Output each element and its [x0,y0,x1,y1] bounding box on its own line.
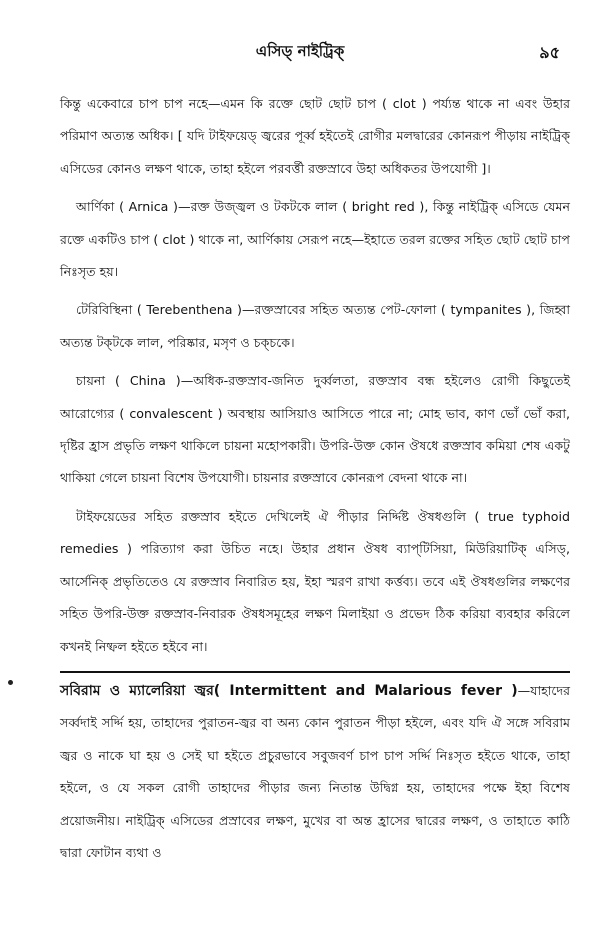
section-heading: সবিরাম ও ম্যালেরিয়া জ্বর [60,682,214,699]
section-body-text: —যাহাদের সর্ব্বদাই সর্দ্দি হয়, তাহাদের পুরাতন-জ্বর বা অন্য কোন পুরাতন পীড়া হইলে, এবং যদি ঐ সঙ্গে সবিরাম জ্বর ও নাকে ঘা হয় ও সেই ঘা হইতে প্রচুরভাবে সবুজবর্ণ চাপ চাপ সর্দ্দি নিঃসৃত হইতে থাকে, তাহা হইলে, ও যে সকল রোগী তাহাদের পীড়ার জন্য নিতান্ত উদ্বিগ্ন হয়, তাহাদের পক্ষে ইহা বিশেষ প্রয়োজনীয়। নাইট্রিক্ এসিডের প্রস্রাবের লক্ষণ, মুখের বা অন্ত হ্রাসের দ্বারের লক্ষণ, ও তাহাতে কাঠি দ্বারা ফোটান ব্যথা ও [60,682,570,860]
section-rule [60,671,570,673]
paragraph-continuation: কিন্তু একেবারে চাপ চাপ নহে—এমন কি রক্তে ছোট ছোট চাপ ( clot ) পর্য্যন্ত থাকে না এবং উহার পরিমাণ অত্যন্ত অধিক। [ যদি টাইফয়েড্ জ্বরের পূর্ব্ব হইতেই রোগীর মলদ্বারের কোনরূপ পীড়ায় নাইট্রিক্ এসিডের কোনও লক্ষণ থাকে, তাহা হইলে পরবর্ত্তী রক্তস্রাবে উহা অধিকতর উপযোগী ]। [60,96,570,176]
paragraph-china: চায়না ( China )—অধিক-রক্তস্রাব-জনিত দুর্ব্বলতা, রক্তস্রাব বন্ধ হইলেও রোগী কিছুতেই আরোগ্যের ( convalescent ) অবস্থায় আসিয়াও আসিতে পারে না; মোহ ভাব, কাণ ভোঁ ভোঁ করা, দৃষ্টির হ্রাস প্রভৃতি লক্ষণ থাকিলে চায়না মহোপকারী। উপরি-উক্ত কোন ঔষধে রক্তস্রাব কমিয়া শেষ একটু থাকিয়া গেলে চায়না বিশেষ উপযোগী। চায়নার রক্তস্রাবে কোনরূপ বেদনা থাকে না। [60,373,570,486]
section-paragraph [60,675,570,869]
section-intermittent-fever [60,671,570,869]
page-number: ৯৫ [539,43,560,62]
paragraph-typhoid-remedies: টাইফয়েডের সহিত রক্তস্রাব হইতে দেখিলেই ঐ পীড়ার নির্দ্দিষ্ট ঔষধগুলি ( true typhoid remedies ) পরিত্যাগ করা উচিত নহে। উহার প্রধান ঔষধ ব্যাপ্‌টিসিয়া, মিউরিয়াটিক্ এসিড্, আর্সেনিক্ প্রভৃতিতেও যে রক্তস্রাব নিবারিত হয়, ইহা স্মরণ রাখা কর্ত্তব্য। তবে এই ঔষধগুলির লক্ষণের সহিত উপরি-উক্ত রক্তস্রাব-নিবারক ঔষধসমূহের লক্ষণ মিলাইয়া ও প্রভেদ ঠিক করিয়া ব্যবহার করিলে কখনই নিষ্ফল হইতে হইবে না। [60,508,570,654]
paragraph-arnica: আর্ণিকা ( Arnica )—রক্ত উজ্জ্বল ও টকটকে লাল ( bright red ), কিন্তু নাইট্রিক্ এসিডে যেমন রক্তে একটিও চাপ ( clot ) থাকে না, আর্ণিকায় সেরূপ নহে—ইহাতে তরল রক্তের সহিত ছোট ছোট চাপ নিঃসৃত হয়। [60,199,570,280]
margin-mark [8,680,13,685]
running-title: এসিড্ নাইট্রিক্ [255,42,345,60]
section-heading-english: ( Intermittent and Malarious fever ) [213,682,518,699]
body-text [60,88,570,869]
paragraph-terebenthena: টেরিবিস্থিনা ( Terebenthena )—রক্তস্রাবের সহিত অত্যন্ত পেট-ফোলা ( tympanites ), জিহ্বা অত্যন্ত টক্‌টকে লাল, পরিষ্কার, মসৃণ ও চক্‌চকে। [60,302,570,350]
running-header [0,40,600,66]
